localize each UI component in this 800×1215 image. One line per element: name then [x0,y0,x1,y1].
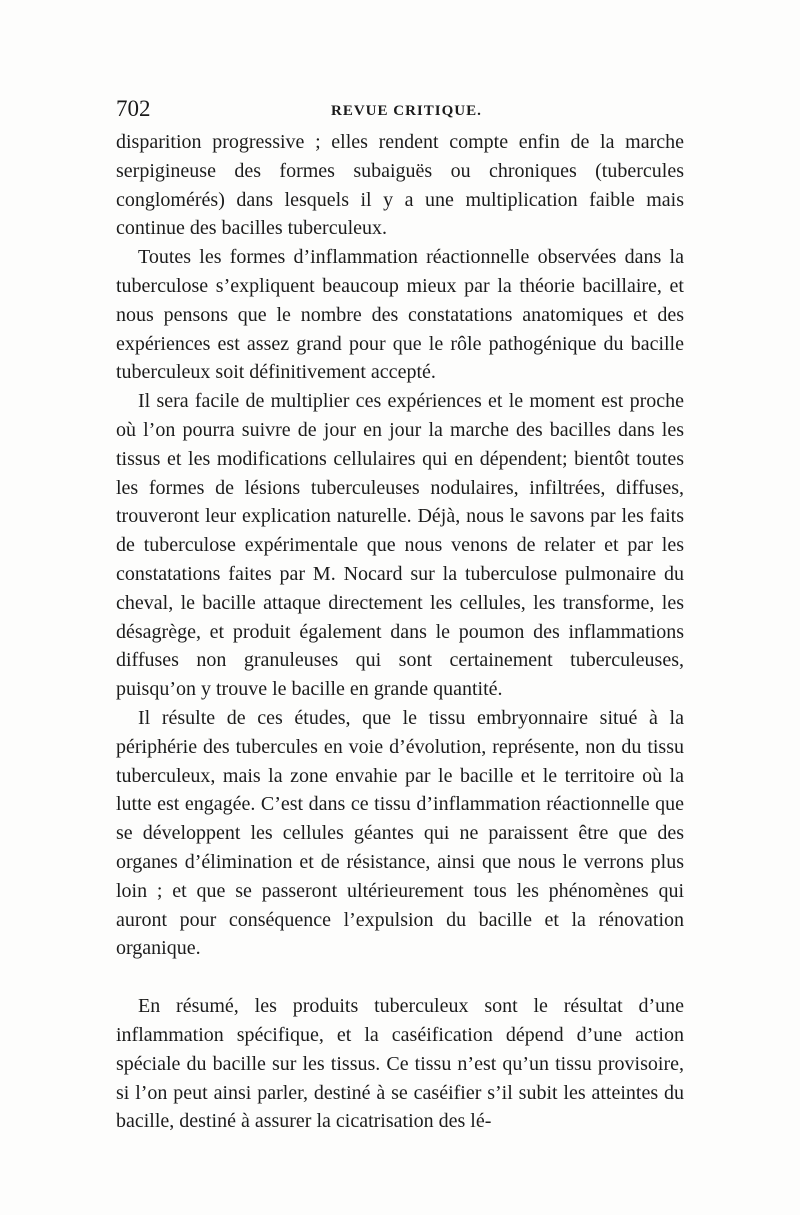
paragraph-resume: En résumé, les produits tuberculeux sont le résultat d’une inflammation spécifique, et la caséification dépend d’une action spéciale du bacille sur les tissus. Ce tissu n’est qu’un tissu provisoire, si l’on peut ainsi parler, destiné à se caséifier s’il subit les atteintes du bacille, destiné à assurer la cicatrisation des lé- [116,995,684,1133]
page-number: 702 [116,96,151,121]
journal-title: REVUE CRITIQUE. [331,103,482,119]
paragraph-continuation: disparition progressive ; elles rendent compte enfin de la marche serpigineuse des formes subaiguës ou chroniques (tubercules conglomérés) dans lesquels il y a une multiplication faible mais continue des bacilles tuberculeux. [116,131,684,240]
body-text [116,128,684,1136]
running-head [116,96,684,122]
paragraph-experiences: Il sera facile de multiplier ces expériences et le moment est proche où l’on pourra suivre de jour en jour la marche des bacilles dans les tissus et les modifications cellulaires qui en dépendent; bientôt toutes les formes de lésions tuberculeuses nodulaires, infiltrées, diffuses, trouveront leur explication naturelle. Déjà, nous le savons par les faits de tuberculose expérimentale que nous venons de relater et par les constatations faites par M. Nocard sur la tuberculose pulmonaire du cheval, le bacille attaque directement les cellules, les transforme, les désagrège, et produit également dans le poumon des inflammations diffuses non granuleuses qui sont certainement tuberculeuses, puisqu’on y trouve le bacille en grande quantité. [116,390,684,701]
paragraph-inflammation: Toutes les formes d’inflammation réactionnelle observées dans la tuberculose s’expliquent beaucoup mieux par la théorie bacillaire, et nous pensons que le nombre des constatations anatomiques et des expériences est assez grand pour que le rôle pathogénique du bacille tuberculeux soit définitivement accepté. [116,246,684,384]
paragraph-tissu-embryonnaire: Il résulte de ces études, que le tissu embryonnaire situé à la périphérie des tubercules en voie d’évolution, représente, non du tissu tuberculeux, mais la zone envahie par le bacille et le territoire où la lutte est engagée. C’est dans ce tissu d’inflammation réactionnelle que se développent les cellules géantes qui ne paraissent être que des organes d’élimination et de résistance, ainsi que nous le verrons plus loin ; et que se passeront ultérieurement tous les phénomènes qui auront pour conséquence l’expulsion du bacille et la rénovation organique. [116,706,684,960]
